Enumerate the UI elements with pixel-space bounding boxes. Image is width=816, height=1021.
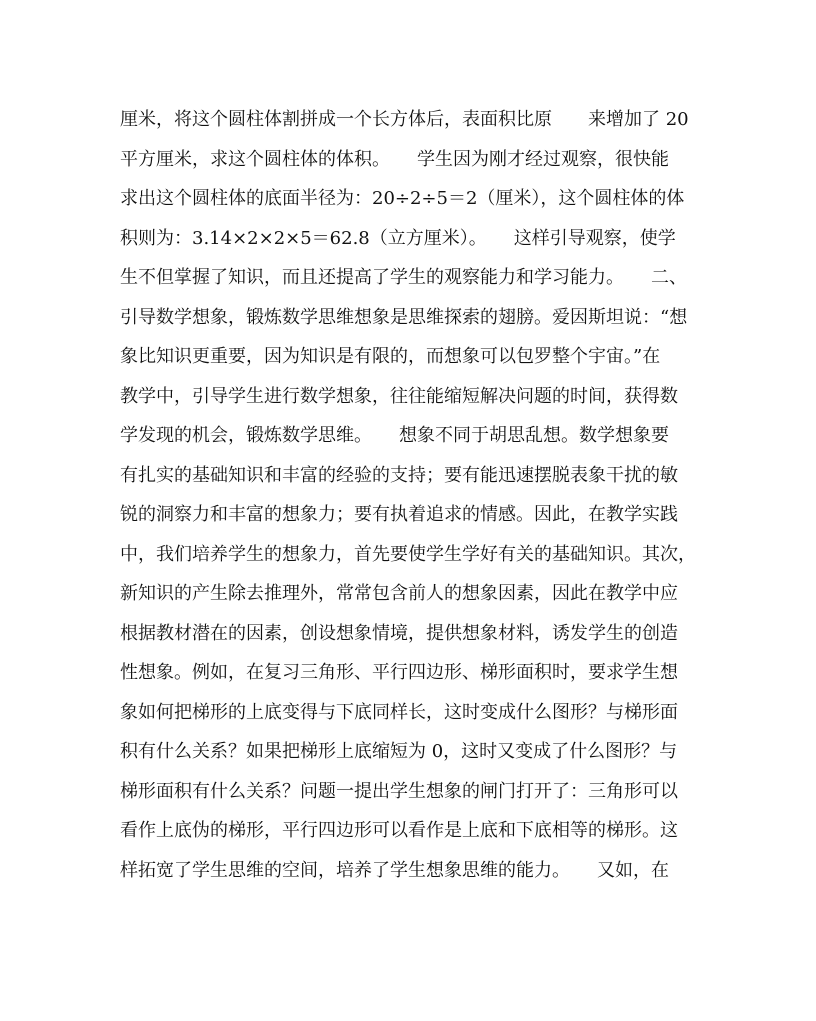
text-line: 中，我们培养学生的想象力，首先要使学生学好有关的基础知识。其次， xyxy=(120,543,696,565)
text-line: 厘米，将这个圆柱体割拼成一个长方体后，表面积比原 来增加了 20 xyxy=(120,109,689,130)
text-line: 生不但掌握了知识，而且还提高了学生的观察能力和学习能力。 二、 xyxy=(120,267,687,288)
text-line: 引导数学想象，锻炼数学思维想象是思维探索的翅膀。爱因斯坦说：“想 xyxy=(120,306,688,328)
text-line: 根据教材潜在的因素，创设想象情境，提供想象材料，诱发学生的创造 xyxy=(120,622,678,644)
text-line: 看作上底伪的梯形，平行四边形可以看作是上底和下底相等的梯形。这 xyxy=(120,820,678,841)
text-line: 新知识的产生除去推理外，常常包含前人的想象因素，因此在教学中应 xyxy=(120,583,678,604)
text-line: 样拓宽了学生思维的空间，培养了学生想象思维的能力。 又如，在 xyxy=(120,859,669,881)
text-line: 锐的洞察力和丰富的想象力；要有执着追求的情感。因此，在教学实践 xyxy=(120,504,678,525)
text-line: 象如何把梯形的上底变得与下底同样长，这时变成什么图形？与梯形面 xyxy=(120,701,678,723)
text-line: 象比知识更重要，因为知识是有限的，而想象可以包罗整个宇宙。”在 xyxy=(120,346,661,367)
text-line: 梯形面积有什么关系？问题一提出学生想象的闸门打开了：三角形可以 xyxy=(120,780,678,802)
text-line: 积则为：3.14×2×2×5＝62.8（立方厘米）。 这样引导观察，使学 xyxy=(120,227,676,249)
text-line: 有扎实的基础知识和丰富的经验的支持；要有能迅速摆脱表象干扰的敏 xyxy=(120,464,678,486)
text-line: 求出这个圆柱体的底面半径为：20÷2÷5＝2（厘米），这个圆柱体的体 xyxy=(120,188,685,209)
text-line: 积有什么关系？如果把梯形上底缩短为 0，这时又变成了什么图形？与 xyxy=(120,741,678,762)
text-line: 性想象。例如，在复习三角形、平行四边形、梯形面积时，要求学生想 xyxy=(120,662,678,683)
body-text xyxy=(120,100,710,890)
text-line: 平方厘米，求这个圆柱体的体积。 学生因为刚才经过观察，很快能 xyxy=(120,148,669,170)
text-line: 学发现的机会，锻炼数学思维。 想象不同于胡思乱想。数学想象要 xyxy=(120,425,669,446)
text-line: 教学中，引导学生进行数学想象，往往能缩短解决问题的时间，获得数 xyxy=(120,385,678,407)
